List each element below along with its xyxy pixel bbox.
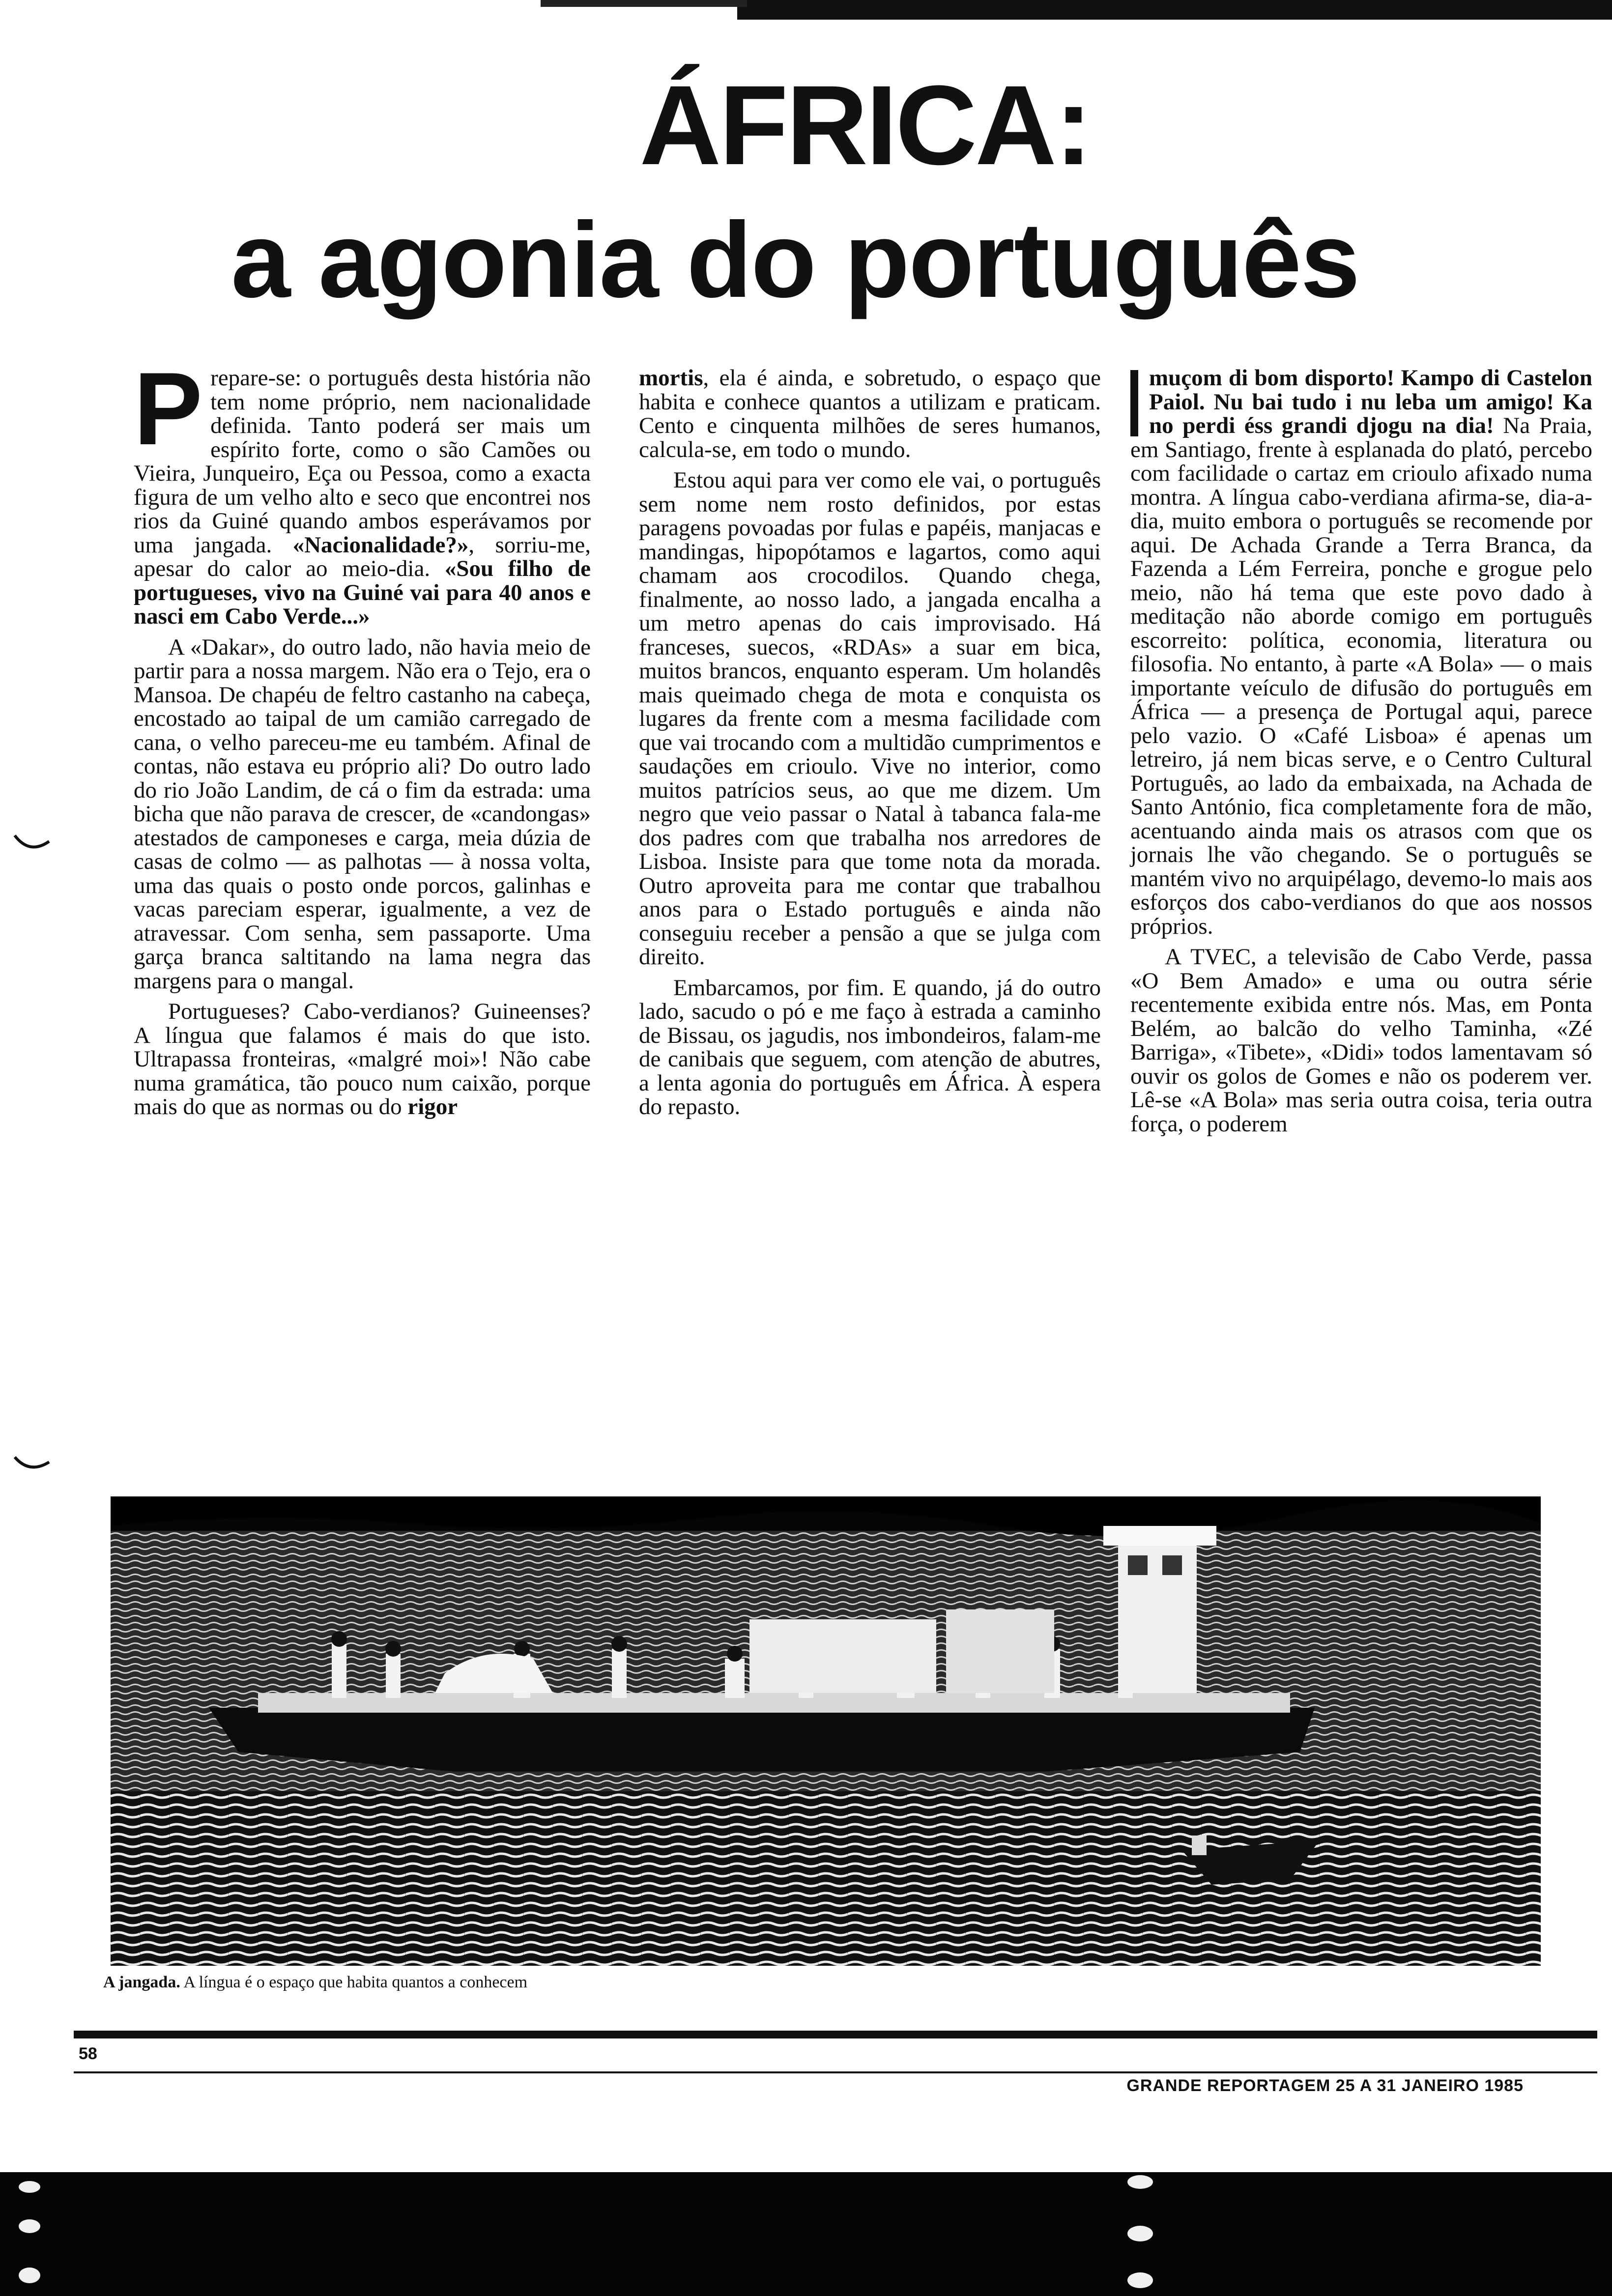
paragraph: A «Dakar», do outro lado, não havia meio de partir para a nossa margem. Não era o Tejo, era o Mansoa. De chapéu de feltro castanho na cabeça, encostado ao taipal de um camião carregado de cana, o velho pareceu-me eu também. Afinal de contas, não estava eu próprio ali? Do outro lado do rio João Landim, de cá o fim da estrada: uma bicha que não parava de crescer, de «candongas» atestados de camponeses e carga, meia dúzia de casas de colmo — as palhotas — à nossa volta, uma das quais o posto onde porcos, galinhas e vacas pareciam esperar, igualmente, a vez de atravessar. Com senha, sem passaporte. Uma garça branca saltitando na lama negra das margens para o mangal. bbox=[134, 634, 591, 994]
bold-quote: muçom di bom disporto! Kampo di Castelon Paiol. Nu bai tudo i nu leba um amigo! Ka no perdi éss grandi djogu na dia! bbox=[1149, 365, 1592, 438]
headline-line-2: a agonia do português bbox=[231, 201, 1359, 320]
paragraph: Embarcamos, por fim. E quando, já do outro lado, sacudo o pó e me faço à estrada a caminho de Bissau, os jagudis, nos imbondeiros, falam-me de canibais que seguem, com atenção de abutres, a lenta agonia do português em África. À espera do repasto. bbox=[639, 975, 1101, 1119]
paragraph: A TVEC, a televisão de Cabo Verde, passa «O Bem Amado» e uma ou outra série recentemente exibida entre nós. Mas, em Ponta Belém, ao balcão do velho Taminha, «Zé Barriga», «Tibete», «Didi» todos lamentavam só ouvir os golos de Gomes e não os poderem ver. Lê-se «A Bola» mas seria outra coisa, teria outra força, o poderem bbox=[1130, 944, 1592, 1137]
caption-label: A jangada. bbox=[103, 1973, 180, 1991]
headline-line-1: ÁFRICA: bbox=[639, 62, 1091, 188]
paragraph-text: repare-se: o português desta história não tem nome próprio, nem nacionalidade definida. Tanto poderá ser mais um espírito forte, como o são Camões ou Vieira, Junqueiro, Eça ou Pessoa, como a exacta figura de um velho alto e seco que encontrei nos rios da Guiné quando ambos esperávamos por uma jangada. bbox=[134, 365, 591, 558]
bold-word: mortis bbox=[639, 365, 703, 391]
caption-text: A língua é o espaço que habita quantos a conhecem bbox=[180, 1973, 528, 1991]
drop-cap: P bbox=[134, 351, 203, 466]
bold-quote: «Sou filho de portugueses, vivo na Guiné vai para 40 anos e nasci em Cabo Verde...» bbox=[134, 556, 591, 629]
page-number: 58 bbox=[79, 2044, 97, 2063]
paragraph-text: , sorriu-me, apesar do calor ao meio-dia. bbox=[134, 532, 591, 581]
paragraph-text: Na Praia, em Santiago, frente à esplanada do plató, percebo com facilidade o cartaz em crioulo afixado numa montra. A língua cabo-verdiana afirma-se, dia-a-dia, muito embora o português se recomende por aqui. De Achada Grande a Terra Branca, da Fazenda a Lém Ferreira, ponche e grogue pelo meio, não há tema que este povo dado à meditação não aborde comigo em português escorreito: política, economia, literatura ou filosofia. No entanto, à parte «A Bola» — o mais importante veículo de difusão do português em África — a presença de Portugal aqui, parece pelo vazio. O «Café Lisboa» é apenas um letreiro, já nem bicas serve, e o Centro Cultural Português, ao lado da embaixada, na Achada de Santo António, fica completamente fora de mão, acentuando ainda mais os atrasos com que os jornais lhe vão chegando. Se o português se mantém vivo no arquipélago, devemo-lo mais aos esforços dos cabo-verdianos do que aos nossos próprios. bbox=[1130, 413, 1592, 939]
bold-quote: «Nacionalidade?» bbox=[292, 532, 469, 558]
bold-word: rigor bbox=[407, 1094, 458, 1119]
publication-line: GRANDE REPORTAGEM 25 A 31 JANEIRO 1985 bbox=[1126, 2076, 1524, 2095]
paragraph-text: Portugueses? Cabo-verdianos? Guineenses? A língua que falamos é mais do que isto. Ultrapassa fronteiras, «malgré moi»! Não cabe numa gramática, tão pouco num caixão, porque mais do que as normas ou do bbox=[134, 999, 591, 1119]
paragraph: Estou aqui para ver como ele vai, o português sem nome nem rosto definidos, por estas paragens povoadas por fulas e papéis, manjacas e mandingas, hipopótamos e lagartos, como aqui chamam aos crocodilos. Quando chega, finalmente, ao nosso lado, a jangada encalha a um metro apenas do cais improvisado. Há franceses, suecos, «RDAs» a suar em bica, muitos brancos, enquanto esperam. Um holandês mais queimado chega de mota e conquista os lugares da frente com a mesma facilidade com que vai trocando com a multidão cumprimentos e saudações em crioulo. Vive no interior, como muitos patrícios seus, ao que me dizem. Um negro que veio passar o Natal à tabanca fala-me dos padres com que trabalha nos arredores de Lisboa. Insiste para que tome nota da morada. Outro aproveita para me contar que trabalhou anos para o Estado português e ainda não conseguiu receber a pensão a que se julga com direito. bbox=[639, 467, 1101, 970]
paragraph-text: , ela é ainda, e sobretudo, o espaço que habita e conhece quantos a utilizam e praticam. Cento e cinquenta milhões de seres humanos, calcula-se, em todo o mundo. bbox=[639, 365, 1101, 462]
